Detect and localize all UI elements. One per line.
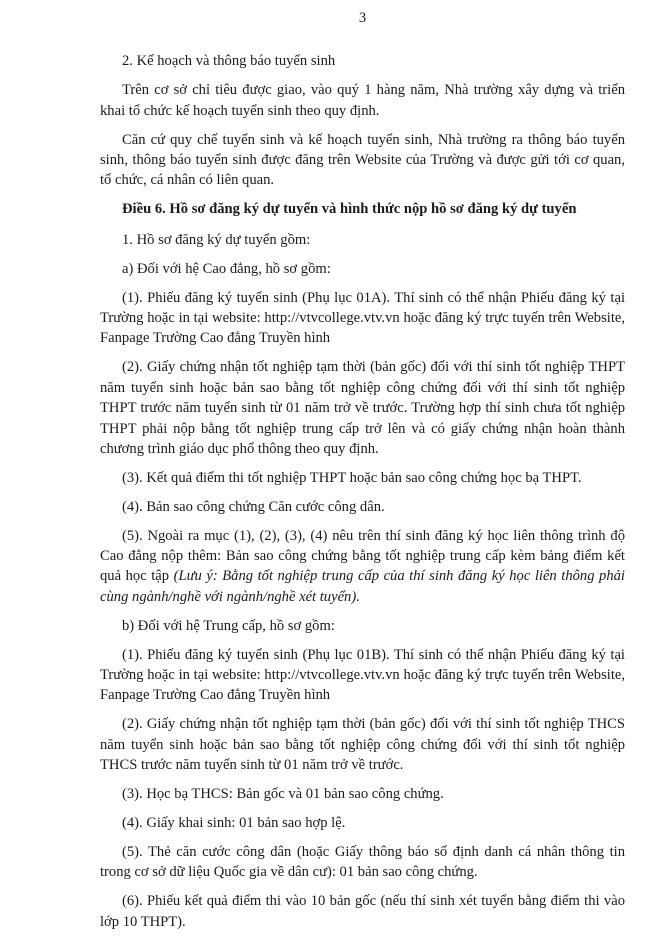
college-item-5-main: (5). Ngoài ra mục (1), (2), (3), (4) nêu trên thí sinh đăng ký học liên thông trình độ Cao đẳng nộp thêm: Bản sao công chứng bằng tốt nghiệp trung cấp kèm bảng điểm kết quả học tập [100,527,625,585]
article-6-heading: Điều 6. Hồ sơ đăng ký dự tuyển và hình thức nộp hồ sơ đăng ký dự tuyển [122,201,577,218]
subsection-college: a) Đối với hệ Cao đẳng, hồ sơ gồm: [122,260,331,277]
page-number: 3 [358,10,367,26]
paragraph-plan: Trên cơ sở chỉ tiêu được giao, vào quý 1 hàng năm, Nhà trường xây dựng và triển khai tổ chức kế hoạch tuyển sinh theo quy định. [100,82,625,119]
intermediate-item-2: (2). Giấy chứng nhận tốt nghiệp tạm thời (bản gốc) đối với thí sinh tốt nghiệp THCS năm tuyển sinh hoặc bản sao bằng tốt nghiệp công chứng đối với thí sinh tốt nghiệp THCS trước năm tuyển sinh từ 01 năm trở về trước. [100,716,625,774]
college-item-1: (1). Phiếu đăng ký tuyển sinh (Phụ lục 01A). Thí sinh có thể nhận Phiếu đăng ký tại Trường hoặc in tại website: http://vtvcollege.vtv.vn hoặc đăng ký trực tuyến trên Website, Fanpage Trường Cao đẳng Truyền hình [100,289,625,347]
college-item-4: (4). Bản sao công chứng Căn cước công dân. [122,498,385,515]
paragraph-announcement: Căn cứ quy chế tuyển sinh và kế hoạch tuyển sinh, Nhà trường ra thông báo tuyển sinh, thông báo tuyển sinh được đăng trên Website của Trường và được gửi tới cơ quan, tổ chức, cá nhân có liên quan. [100,131,625,189]
section-heading-plan: 2. Kế hoạch và thông báo tuyển sinh [122,53,336,70]
intermediate-item-5: (5). Thẻ căn cước công dân (hoặc Giấy thông báo số định danh cá nhân thông tin trong cơ sở dữ liệu Quốc gia về dân cư): 01 bản sao công chứng. [100,843,625,881]
intermediate-item-6: (6). Phiếu kết quả điểm thi vào 10 bản gốc (nếu thí sinh xét tuyển bằng điểm thi vào lớp 10 THPT). [100,893,625,930]
college-item-2: (2). Giấy chứng nhận tốt nghiệp tạm thời (bản gốc) đối với thí sinh tốt nghiệp THPT năm tuyển sinh hoặc bản sao bằng tốt nghiệp công chứng đối với thí sinh tốt nghiệp THPT trước năm tuyển sinh từ 01 năm trở về trước. Trường hợp thí sinh chưa tốt nghiệp THPT phải nộp bằng tốt nghiệp trung cấp trở lên và có giấy chứng nhận hoàn thành chương trình giáo dục phổ thông theo quy định. [100,359,625,457]
college-item-3: (3). Kết quả điểm thi tốt nghiệp THPT hoặc bản sao công chứng học bạ THPT. [122,469,582,486]
college-item-5-note: (Lưu ý: Bằng tốt nghiệp trung cấp của thí sinh đăng ký học liên thông phải cùng ngành/nghề với ngành/nghề xét tuyển). [100,568,625,605]
college-item-5 [100,526,625,608]
intermediate-item-1: (1). Phiếu đăng ký tuyển sinh (Phụ lục 01B). Thí sinh có thể nhận Phiếu đăng ký tại Trường hoặc in tại website: http://vtvcollege.vtv.vn hoặc đăng ký trực tuyến trên Website, Fanpage Trường Cao đẳng Truyền hình [100,646,625,704]
subsection-dossier: 1. Hồ sơ đăng ký dự tuyển gồm: [122,231,311,248]
intermediate-item-4: (4). Giấy khai sinh: 01 bản sao hợp lệ. [122,815,346,831]
subsection-intermediate: b) Đối với hệ Trung cấp, hồ sơ gồm: [122,617,335,634]
intermediate-item-3: (3). Học bạ THCS: Bản gốc và 01 bản sao công chứng. [122,786,444,803]
